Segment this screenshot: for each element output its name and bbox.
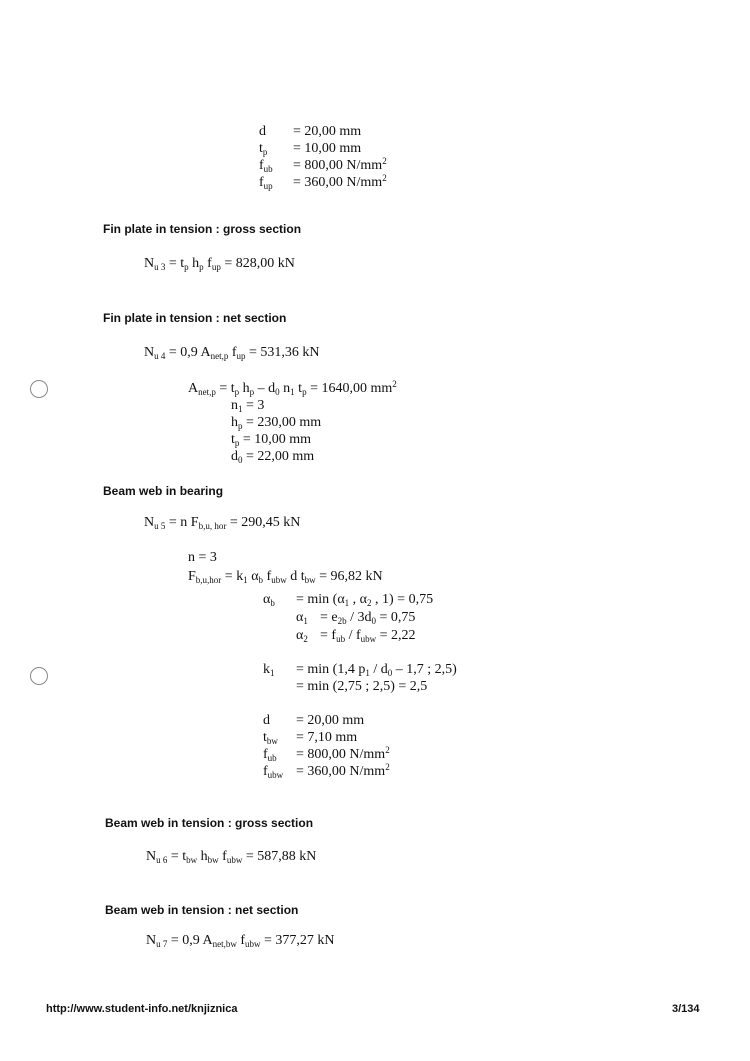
label-tbw: $t_{bw}$ [263, 730, 278, 746]
heading-fin-plate-net: Fin plate in tension : net section [103, 311, 287, 325]
equation-tp: $t_p = 10,00$ mm [231, 432, 312, 448]
heading-beam-web-bearing: Beam web in bearing [103, 484, 224, 498]
equation-nu4: $N_{u 4} = 0,9$ $A_{net,p}$ $f_{up} = 531,36$ kN [144, 345, 320, 361]
equation-n: n = 3 [188, 550, 217, 565]
equation-fbuhor: $F_{b,u,hor} = k_1$ $\alpha_b$ $f_{ubw}$ d $t_{bw} = 96,82$ kN [188, 569, 383, 585]
page-number: 3/134 [672, 1003, 700, 1015]
heading-beam-web-gross: Beam web in tension : gross section [105, 816, 314, 830]
label-fub: $f_{ub}$ [263, 747, 277, 763]
equation-nu6: $N_{u 6} = t_{bw}$ $h_{bw}$ $f_{ubw} = 587,88$ kN [146, 849, 317, 865]
label-alpha-b: $\alpha_b$ [263, 592, 275, 608]
equation-nu3: $N_{u 3} = t_p$ $h_p$ $f_{up} = 828,00$ kN [144, 256, 295, 272]
label-k1: $k_1$ [263, 662, 275, 678]
value-alpha-b: = $\min (\alpha_1$ , $\alpha_2$ , 1) = 0,75 [296, 592, 434, 608]
label-alpha-2: $\alpha_2$ [296, 628, 308, 644]
value-fubw: = 360,00 $N/mm^2$ [296, 762, 390, 779]
label-alpha-1: $\alpha_1$ [296, 610, 308, 626]
value-k1-result: = min (2,75 ; 2,5) = 2,5 [296, 679, 428, 694]
equation-nu7: $N_{u 7} = 0,9$ $A_{net,bw}$ $f_{ubw} = 377,27$ kN [146, 933, 335, 949]
footer-url: http://www.student-info.net/knjiznica [46, 1003, 238, 1015]
label-tp: $t_p$ [259, 141, 268, 157]
equation-anet: $A_{net,p} = t_p$ $h_p - d_0$ $n_1$ $t_p = 1640,00$ $mm^2$ [188, 379, 397, 397]
value-alpha-1: = $e_{2b} / 3d_0 = 0,75$ [320, 610, 416, 626]
value-alpha-2: = $f_{ub} / f_{ubw} = 2,22$ [320, 628, 416, 644]
label-fup: $f_{up}$ [259, 175, 273, 191]
equation-nu5: $N_{u 5} = n$ $F_{b,u, hor} = 290,45$ kN [144, 515, 301, 531]
heading-beam-web-net: Beam web in tension : net section [105, 903, 299, 917]
label-d: d [263, 713, 270, 728]
heading-fin-plate-gross: Fin plate in tension : gross section [103, 222, 302, 236]
value-tp: = 10,00 mm [293, 141, 362, 156]
label-d: d [259, 124, 266, 139]
value-fub: = 800,00 $N/mm^2$ [293, 156, 387, 173]
value-tbw: = 7,10 mm [296, 730, 358, 745]
label-fubw: $f_{ubw}$ [263, 764, 284, 780]
equation-hp: $h_p = 230,00$ mm [231, 415, 322, 431]
equation-d0: $d_0 = 22,00$ mm [231, 449, 315, 465]
value-d: = 20,00 mm [293, 124, 362, 139]
value-fub: = 800,00 $N/mm^2$ [296, 745, 390, 762]
value-fup: = 360,00 $N/mm^2$ [293, 173, 387, 190]
punch-hole-icon [30, 667, 48, 685]
value-d: = 20,00 mm [296, 713, 365, 728]
value-k1: = min (1,4 $p_1 / d_0 - 1,7$ ; 2,5) [296, 662, 457, 678]
punch-hole-icon [30, 380, 48, 398]
equation-n1: $n_1 = 3$ [231, 398, 265, 414]
label-fub: $f_{ub}$ [259, 158, 273, 174]
